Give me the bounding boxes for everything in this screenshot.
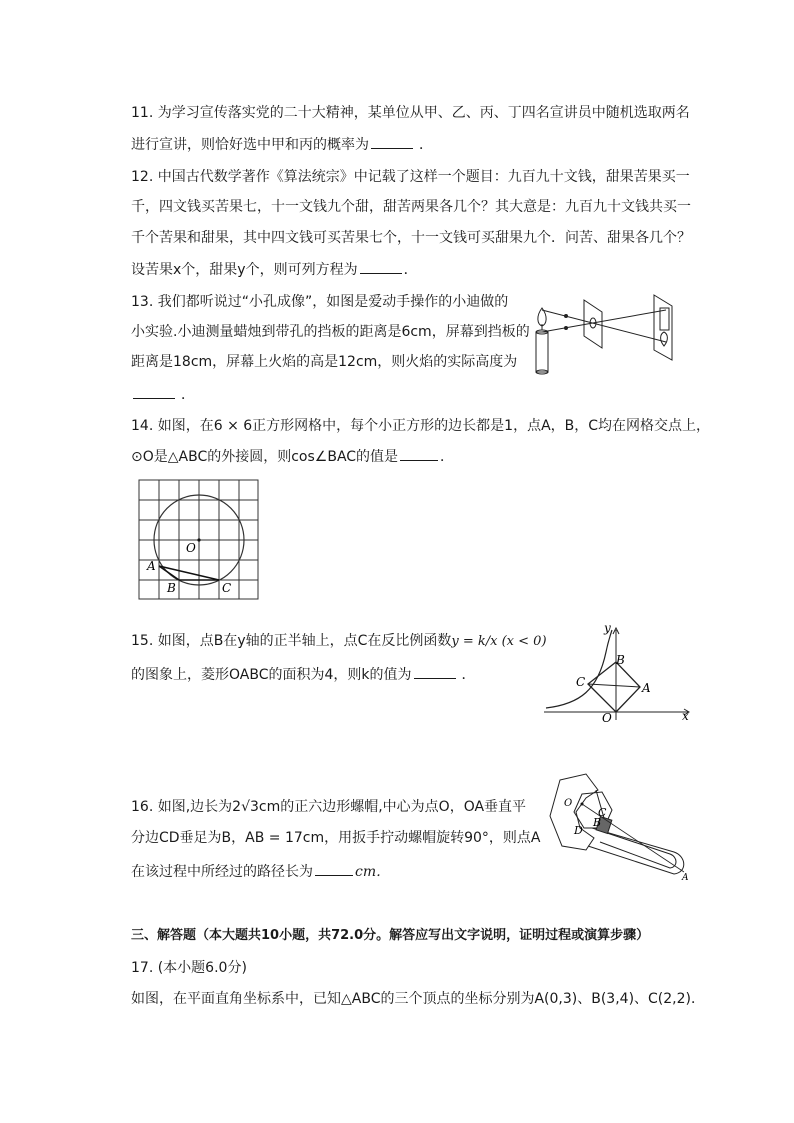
section-heading: 三、解答题（本大题共10小题，共72.0分。解答应写出文字说明，证明过程或演算步骤）: [131, 928, 650, 943]
point-c-label: C: [222, 581, 232, 595]
point-a-label: A: [147, 559, 156, 573]
origin-label: O: [602, 711, 612, 724]
point-b-label: B: [616, 653, 625, 667]
q14-line-2: [131, 446, 454, 467]
q12-line-3: 千个苦果和甜果，其中四文钱可买苦果七个，十一文钱可买甜果九个．问苦、甜果各几个？: [131, 230, 691, 246]
q13-end: ．: [181, 387, 195, 403]
q13-line-2: 小实验.小迪测量蜡烛到带孔的挡板的距离是6cm，屏幕到挡板的: [131, 324, 530, 340]
point-b-label: B: [167, 581, 176, 595]
rhombus-coordinate-figure: [540, 620, 698, 724]
q12-end: ．: [403, 262, 418, 278]
q13-line-1: 13. 我们都听说过“小孔成像”，如图是爱动手操作的小迪做的: [131, 294, 509, 310]
point-a-label: A: [682, 873, 689, 882]
q17-line-1: 17. (本小题6.0分): [131, 960, 247, 976]
answer-blank: [133, 384, 175, 399]
point-c-label: C: [598, 806, 607, 819]
q11-text: 进行宣讲，则恰好选中甲和丙的概率为: [131, 137, 369, 153]
q16-line-1: 16. 如图,边长为2√3cm的正六边形螺帽,中心为点O，OA垂直平: [131, 799, 527, 815]
q16-line-3: [131, 861, 390, 882]
q16-text: 在该过程中所经过的路径长为: [131, 864, 313, 880]
q12-line-2: 千，四文钱买苦果七，十一文钱九个甜，甜苦两果各几个？其大意是：九百九十文钱共买一: [131, 199, 691, 215]
answer-blank: [400, 446, 438, 461]
q12-text: 设苦果x个，甜果y个，则可列方程为: [131, 262, 358, 278]
pinhole-camera-figure: [528, 290, 710, 384]
y-axis-label: y: [604, 621, 611, 635]
nut-center-label: O: [564, 798, 573, 809]
point-b-label: B: [593, 816, 602, 829]
grid-circle-figure: [138, 478, 260, 602]
point-a-label: A: [642, 681, 651, 695]
q15-end: ．: [461, 667, 476, 683]
q11-line-2: [131, 134, 433, 155]
q11-end: ．: [419, 137, 433, 153]
q16-line-2: 分边CD垂足为B，AB = 17cm，用扳手拧动螺帽旋转90°，则点A: [131, 830, 541, 846]
q15-text: 15. 如图，点B在y轴的正半轴上，点C在反比例函数: [131, 633, 452, 649]
point-c-label: C: [576, 675, 586, 689]
q15-line-2: [131, 664, 476, 685]
q12-line-1: 12. 中国古代数学著作《算法统宗》中记载了这样一个题目：九百九十文钱，甜果苦果买一: [131, 169, 690, 185]
q12-line-4: [131, 259, 418, 280]
answer-blank: [315, 861, 353, 876]
wrench-nut-figure: [546, 768, 696, 882]
point-d-label: D: [574, 824, 583, 837]
x-axis-label: x: [682, 709, 689, 723]
q13-line-4: [131, 384, 195, 405]
q11-line-1: 11. 为学习宣传落实党的二十大精神，某单位从甲、乙、丙、丁四名宣讲员中随机选取两名: [131, 105, 690, 121]
q17-line-2: 如图，在平面直角坐标系中，已知△ABC的三个顶点的坐标分别为A(0,3)、B(3,4)、C(2,2)．: [131, 991, 705, 1007]
q16-unit: cm．: [355, 864, 391, 880]
answer-blank: [371, 134, 413, 149]
answer-blank: [360, 259, 402, 274]
point-o-label: O: [186, 541, 196, 555]
q15-text-2: 的图象上，菱形OABC的面积为4，则k的值为: [131, 667, 412, 683]
answer-blank: [414, 664, 456, 679]
q14-text: ⊙O是△ABC的外接圆，则cos∠BAC的值是: [131, 449, 399, 465]
q14-line-1: 14. 如图，在6 × 6正方形网格中，每个小正方形的边长都是1，点A，B，C均在网格交点上，: [131, 418, 711, 434]
function-expression: y = k/x (x < 0): [451, 634, 547, 649]
q13-line-3: 距离是18cm，屏幕上火焰的高是12cm，则火焰的实际高度为: [131, 354, 518, 370]
q14-end: ．: [440, 449, 455, 465]
q15-line-1: [131, 631, 547, 652]
